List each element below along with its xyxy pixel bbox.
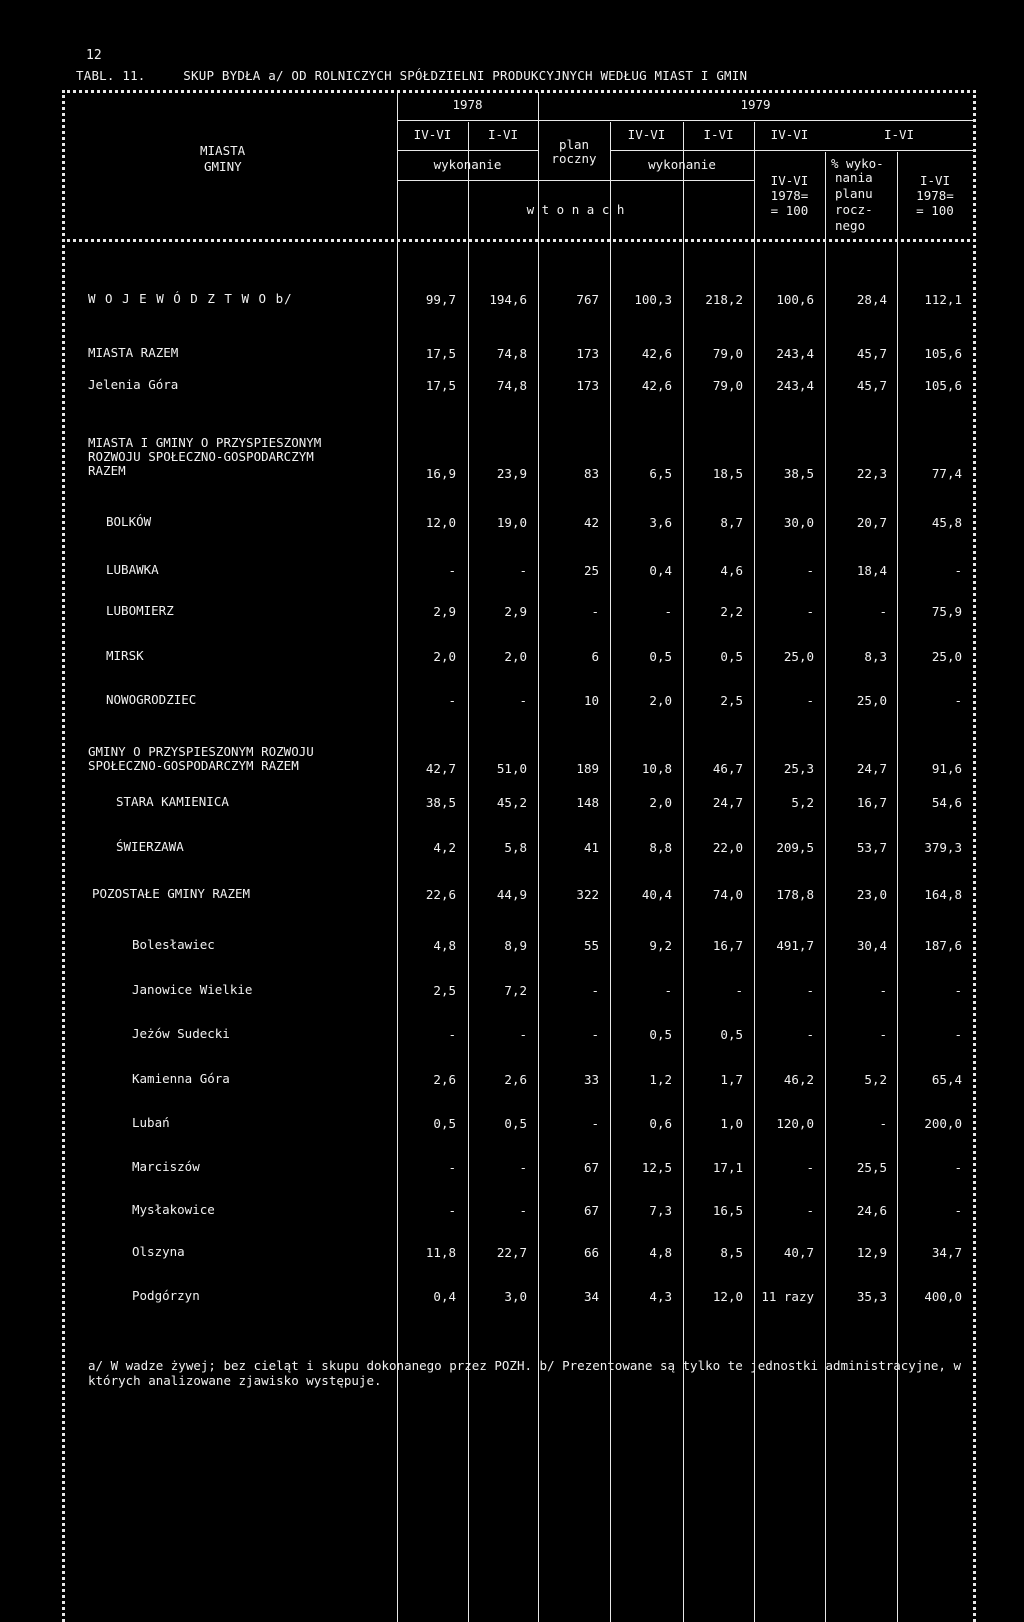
header-separator <box>62 239 976 242</box>
table-cell: 45,2 <box>496 795 527 810</box>
table-cell: 51,0 <box>496 761 527 776</box>
table-cell: 2,0 <box>504 649 527 664</box>
table-cell: 79,0 <box>712 378 743 393</box>
table-cell: 83 <box>583 466 599 481</box>
wykonanie-1979-header: wykonanie <box>648 157 716 172</box>
column-rule <box>397 92 398 1622</box>
table-cell: 18,5 <box>712 466 743 481</box>
table-cell: 2,9 <box>433 604 456 619</box>
table-cell: - <box>448 1203 456 1218</box>
row-label: BOLKÓW <box>106 514 152 529</box>
table-cell: 24,7 <box>856 761 887 776</box>
table-cell: - <box>519 1160 527 1175</box>
table-cell: 0,5 <box>433 1116 456 1131</box>
table-cell: 74,8 <box>496 346 527 361</box>
table-cell: 178,8 <box>776 887 814 902</box>
table-cell: 24,7 <box>712 795 743 810</box>
row-label: STARA KAMIENICA <box>116 794 229 809</box>
table-cell: 2,0 <box>649 693 672 708</box>
table-cell: 41 <box>583 840 599 855</box>
row-label: Jeżów Sudecki <box>132 1026 230 1041</box>
table-cell: 187,6 <box>924 938 962 953</box>
ratio-iv-vi-l2: 1978= <box>770 188 809 203</box>
table-cell: 67 <box>583 1203 599 1218</box>
table-cell: 74,0 <box>712 887 743 902</box>
table-cell: 53,7 <box>856 840 887 855</box>
table-cell: - <box>954 693 962 708</box>
table-cell: 1,7 <box>720 1072 743 1087</box>
table-cell: 6 <box>591 649 599 664</box>
unit-header-tonnes: w t o n a c h <box>526 202 625 217</box>
table-cell: 91,6 <box>931 761 962 776</box>
table-cell: 2,0 <box>649 795 672 810</box>
table-cell: 491,7 <box>776 938 814 953</box>
table-cell: 23,9 <box>496 466 527 481</box>
table-cell: 5,2 <box>791 795 814 810</box>
table-cell: 46,2 <box>783 1072 814 1087</box>
table-cell: 12,0 <box>712 1289 743 1304</box>
row-label: Kamienna Góra <box>132 1071 230 1086</box>
table-cell: - <box>954 1160 962 1175</box>
table-cell: - <box>954 563 962 578</box>
footnote: a/ W wadze żywej; bez cieląt i skupu dokonanego przez POZH. b/ Prezentowane są tylko te jednostki administracyjne, w których analizowane zjawisko występuje. <box>88 1358 961 1388</box>
table-cell: 5,2 <box>864 1072 887 1087</box>
year-1979-header: 1979 <box>740 97 771 112</box>
table-cell: - <box>519 1203 527 1218</box>
ratio-i-vi-l2: 1978= <box>916 188 954 203</box>
table-cell: - <box>519 563 527 578</box>
table-cell: 0,5 <box>504 1116 527 1131</box>
table-cell: 54,6 <box>931 795 962 810</box>
col-header-iv-vi-1979: IV-VI <box>627 127 666 142</box>
col-header-i-vi-group: I-VI <box>883 127 915 142</box>
table-cell: 0,4 <box>433 1289 456 1304</box>
table-cell: 20,7 <box>856 515 887 530</box>
table-cell: 100,3 <box>634 292 672 307</box>
table-cell: 12,5 <box>641 1160 672 1175</box>
col-header-roczny: roczny <box>551 151 597 166</box>
table-cell: 16,9 <box>425 466 456 481</box>
row-label: GMINY O PRZYSPIESZONYM ROZWOJU <box>88 744 314 759</box>
row-label: Mysłakowice <box>132 1202 215 1217</box>
row-label: MIRSK <box>106 648 144 663</box>
table-cell: 218,2 <box>705 292 743 307</box>
pct-plan-l3: planu <box>835 186 873 201</box>
table-cell: 33 <box>583 1072 599 1087</box>
table-cell: 8,9 <box>504 938 527 953</box>
table-cell: 6,5 <box>649 466 672 481</box>
table-cell: 105,6 <box>924 346 962 361</box>
table-cell: - <box>519 1027 527 1042</box>
year-1978-header: 1978 <box>452 97 483 112</box>
table-cell: 17,1 <box>712 1160 743 1175</box>
table-cell: - <box>591 604 599 619</box>
page-number: 12 <box>86 48 102 63</box>
table-cell: 42,7 <box>425 761 456 776</box>
table-cell: 120,0 <box>776 1116 814 1131</box>
table-cell: 38,5 <box>425 795 456 810</box>
table-cell: 2,2 <box>720 604 743 619</box>
row-label: Jelenia Góra <box>88 377 179 392</box>
table-cell: 0,6 <box>649 1116 672 1131</box>
table-cell: - <box>806 604 814 619</box>
row-label: ROZWOJU SPOŁECZNO-GOSPODARCZYM <box>88 449 314 464</box>
table-cell: 45,8 <box>931 515 962 530</box>
table-cell: 379,3 <box>924 840 962 855</box>
table-cell: 65,4 <box>931 1072 962 1087</box>
row-label: Marciszów <box>132 1159 200 1174</box>
table-cell: 38,5 <box>783 466 814 481</box>
row-label: MIASTA I GMINY O PRZYSPIESZONYM <box>88 435 322 450</box>
table-cell: 2,6 <box>433 1072 456 1087</box>
table-cell: - <box>448 1027 456 1042</box>
table-cell: 4,3 <box>649 1289 672 1304</box>
table-cell: 40,7 <box>783 1245 814 1260</box>
table-cell: 28,4 <box>856 292 887 307</box>
table-cell: 4,8 <box>649 1245 672 1260</box>
row-label: Podgórzyn <box>132 1288 200 1303</box>
table-label: TABL. 11. <box>76 68 146 83</box>
table-cell: 75,9 <box>931 604 962 619</box>
table-cell: - <box>519 693 527 708</box>
table-cell: - <box>879 604 887 619</box>
table-cell: - <box>806 983 814 998</box>
table-cell: 7,2 <box>504 983 527 998</box>
table-cell: 8,5 <box>720 1245 743 1260</box>
pct-plan-l4: rocz- <box>835 202 873 217</box>
table-cell: 4,6 <box>720 563 743 578</box>
table-cell: 34 <box>583 1289 599 1304</box>
row-label: MIASTA RAZEM <box>88 345 179 360</box>
row-label: Bolesławiec <box>132 937 215 952</box>
row-label: LUBAWKA <box>106 562 159 577</box>
table-cell: 22,3 <box>856 466 887 481</box>
table-cell: 194,6 <box>489 292 527 307</box>
table-cell: - <box>591 983 599 998</box>
ratio-iv-vi-l3: = 100 <box>770 203 809 218</box>
table-cell: 4,2 <box>433 840 456 855</box>
table-cell: 30,0 <box>783 515 814 530</box>
table-cell: 105,6 <box>924 378 962 393</box>
header-rule <box>397 150 538 151</box>
table-cell: 2,0 <box>433 649 456 664</box>
row-label: W O J E W Ó D Z T W O b/ <box>88 291 293 306</box>
table-cell: 1,0 <box>720 1116 743 1131</box>
table-cell: 2,9 <box>504 604 527 619</box>
table-cell: 46,7 <box>712 761 743 776</box>
table-cell: 3,0 <box>504 1289 527 1304</box>
table-cell: 34,7 <box>931 1245 962 1260</box>
pct-plan-l2: nania <box>835 170 873 185</box>
table-cell: 19,0 <box>496 515 527 530</box>
table-cell: 209,5 <box>776 840 814 855</box>
table-cell: 8,7 <box>720 515 743 530</box>
table-cell: 22,0 <box>712 840 743 855</box>
row-label: Olszyna <box>132 1244 185 1259</box>
table-cell: 12,9 <box>856 1245 887 1260</box>
table-cell: 42,6 <box>641 378 672 393</box>
table-cell: 0,5 <box>720 1027 743 1042</box>
col-header-i-vi-1978: I-VI <box>487 127 519 142</box>
table-cell: 18,4 <box>856 563 887 578</box>
pct-plan-l5: nego <box>835 218 866 233</box>
table-cell: 2,5 <box>720 693 743 708</box>
table-cell: 164,8 <box>924 887 962 902</box>
table-cell: 55 <box>583 938 599 953</box>
table-cell: 22,6 <box>425 887 456 902</box>
table-cell: 3,6 <box>649 515 672 530</box>
row-label: RAZEM <box>88 463 126 478</box>
table-cell: 10,8 <box>641 761 672 776</box>
table-title: SKUP BYDŁA a/ OD ROLNICZYCH SPÓŁDZIELNI PRODUKCYJNYCH WEDŁUG MIAST I GMIN <box>183 68 748 83</box>
table-cell: 243,4 <box>776 378 814 393</box>
table-cell: 100,6 <box>776 292 814 307</box>
table-cell: - <box>448 1160 456 1175</box>
table-cell: - <box>591 1116 599 1131</box>
table-cell: - <box>806 1160 814 1175</box>
wykonanie-1978-header: wykonanie <box>433 157 502 172</box>
table-cell: 25,0 <box>931 649 962 664</box>
table-cell: 77,4 <box>931 466 962 481</box>
table-left-border <box>62 90 65 1622</box>
table-cell: 17,5 <box>425 346 456 361</box>
col-header-iv-vi-1978: IV-VI <box>413 127 452 142</box>
table-cell: 0,5 <box>649 1027 672 1042</box>
table-cell: 40,4 <box>641 887 672 902</box>
row-label: LUBOMIERZ <box>106 603 174 618</box>
table-cell: 2,5 <box>433 983 456 998</box>
table-cell: - <box>879 1027 887 1042</box>
table-cell: 0,5 <box>649 649 672 664</box>
table-cell: 8,3 <box>864 649 887 664</box>
table-cell: 25,3 <box>783 761 814 776</box>
table-cell: 173 <box>576 378 599 393</box>
table-cell: 0,5 <box>720 649 743 664</box>
table-cell: 17,5 <box>425 378 456 393</box>
table-cell: 243,4 <box>776 346 814 361</box>
table-title-line <box>76 68 747 83</box>
table-cell: 16,5 <box>712 1203 743 1218</box>
table-cell: 148 <box>576 795 599 810</box>
table-cell: 99,7 <box>425 292 456 307</box>
table-cell: - <box>735 983 743 998</box>
table-cell: 173 <box>576 346 599 361</box>
table-cell: - <box>954 1203 962 1218</box>
table-cell: 7,3 <box>649 1203 672 1218</box>
table-cell: - <box>806 1203 814 1218</box>
table-cell: - <box>448 563 456 578</box>
stub-header-miasta: MIASTA <box>200 143 246 158</box>
table-cell: 23,0 <box>856 887 887 902</box>
table-cell: 2,6 <box>504 1072 527 1087</box>
stub-header-gminy: GMINY <box>204 159 242 174</box>
column-rule <box>538 92 539 1622</box>
header-rule <box>610 150 973 151</box>
table-cell: - <box>664 604 672 619</box>
col-header-i-vi-1979: I-VI <box>703 127 734 142</box>
table-cell: 11 razy <box>761 1289 814 1304</box>
header-rule <box>397 180 754 181</box>
table-cell: - <box>664 983 672 998</box>
row-label: POZOSTAŁE GMINY RAZEM <box>92 886 251 901</box>
table-top-border <box>62 90 976 93</box>
table-cell: 400,0 <box>924 1289 962 1304</box>
table-cell: 0,4 <box>649 563 672 578</box>
ratio-i-vi-l3: = 100 <box>916 203 954 218</box>
table-cell: 1,2 <box>649 1072 672 1087</box>
table-cell: 74,8 <box>496 378 527 393</box>
table-cell: - <box>806 1027 814 1042</box>
table-cell: 30,4 <box>856 938 887 953</box>
table-cell: 22,7 <box>496 1245 527 1260</box>
table-cell: 35,3 <box>856 1289 887 1304</box>
row-label: Lubań <box>132 1115 170 1130</box>
ratio-iv-vi-l1: IV-VI <box>770 173 809 188</box>
table-cell: 767 <box>576 292 599 307</box>
col-header-iv-vi-group: IV-VI <box>770 127 809 142</box>
table-cell: 11,8 <box>425 1245 456 1260</box>
table-cell: 16,7 <box>856 795 887 810</box>
table-cell: 5,8 <box>504 840 527 855</box>
header-rule <box>397 120 973 121</box>
table-cell: - <box>879 1116 887 1131</box>
table-cell: 66 <box>583 1245 599 1260</box>
row-label: Janowice Wielkie <box>132 982 253 997</box>
table-cell: - <box>954 983 962 998</box>
ratio-i-vi-l1: I-VI <box>919 173 951 188</box>
table-cell: 79,0 <box>712 346 743 361</box>
table-cell: 25,0 <box>856 693 887 708</box>
table-cell: 42,6 <box>641 346 672 361</box>
table-cell: - <box>591 1027 599 1042</box>
table-cell: 25 <box>583 563 599 578</box>
table-cell: 200,0 <box>924 1116 962 1131</box>
table-cell: 25,0 <box>783 649 814 664</box>
table-cell: - <box>806 693 814 708</box>
table-cell: 8,8 <box>649 840 672 855</box>
table-cell: 4,8 <box>433 938 456 953</box>
table-right-border <box>973 90 976 1622</box>
pct-plan-l1: % wyko- <box>831 156 884 171</box>
table-cell: 322 <box>576 887 599 902</box>
table-cell: 42 <box>583 515 599 530</box>
table-cell: 9,2 <box>649 938 672 953</box>
table-cell: - <box>806 563 814 578</box>
col-header-plan: plan <box>558 137 590 152</box>
row-label: ŚWIERZAWA <box>116 839 184 854</box>
row-label: NOWOGRODZIEC <box>106 692 197 707</box>
table-cell: 45,7 <box>856 346 887 361</box>
table-cell: 112,1 <box>924 292 962 307</box>
table-cell: 44,9 <box>496 887 527 902</box>
table-cell: 67 <box>583 1160 599 1175</box>
table-cell: 12,0 <box>425 515 456 530</box>
table-cell: - <box>448 693 456 708</box>
table-cell: 24,6 <box>856 1203 887 1218</box>
row-label: SPOŁECZNO-GOSPODARCZYM RAZEM <box>88 758 299 773</box>
table-cell: 45,7 <box>856 378 887 393</box>
table-cell: 25,5 <box>856 1160 887 1175</box>
table-cell: - <box>954 1027 962 1042</box>
table-cell: - <box>879 983 887 998</box>
table-cell: 189 <box>576 761 599 776</box>
table-cell: 16,7 <box>712 938 743 953</box>
table-cell: 10 <box>583 693 599 708</box>
